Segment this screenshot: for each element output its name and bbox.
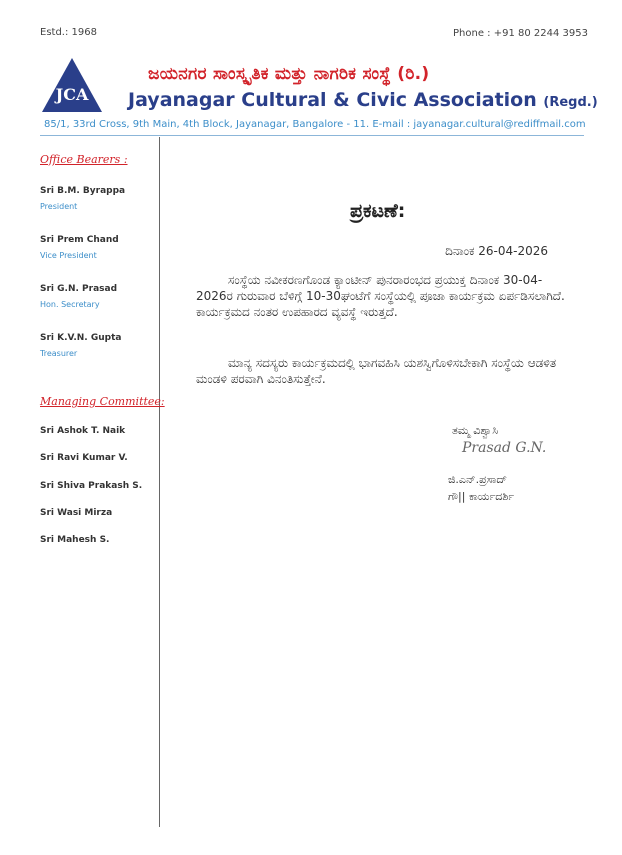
signature: Prasad G.N. [462, 440, 547, 456]
sidebar-divider [159, 137, 160, 827]
org-title-english [128, 89, 598, 111]
office-bearer-role: Hon. Secretary [40, 300, 100, 309]
closing-text: ತಮ್ಮ ವಿಶ್ವಾಸಿ [452, 424, 499, 437]
office-bearer-name: Sri B.M. Byrappa [40, 186, 126, 196]
managing-committee-heading: Managing Committee: [40, 395, 165, 408]
office-bearers-heading: Office Bearers : [40, 153, 128, 166]
office-bearer-name: Sri G.N. Prasad [40, 284, 118, 294]
regd-label: (Regd.) [543, 95, 598, 110]
office-bearer-name: Sri Prem Chand [40, 235, 119, 245]
logo-text: JCA [55, 85, 89, 104]
org-title-kannada: ಜಯನಗರ ಸಾಂಸ್ಕೃತಿಕ ಮತ್ತು ನಾಗರಿಕ ಸಂಸ್ಥೆ (ರಿ.) [148, 64, 430, 84]
header-divider [40, 135, 584, 136]
office-bearer-role: Treasurer [40, 349, 78, 358]
phone-number: Phone : +91 80 2244 3953 [453, 28, 588, 39]
signer-designation: ಗೌ|| ಕಾರ್ಯದರ್ಶಿ [448, 490, 515, 503]
letter-paragraph-1: ಸಂಸ್ಥೆಯ ನವೀಕರಣಗೊಂಡ ಕ್ಯಾಂಟೀನ್ ಪುನರಾರಂಭದ ಪ್ರಯುಕ್ತ ದಿನಾಂಕ 30-04-2026ರ ಗುರುವಾರ ಬೆಳಿಗ್ಗೆ 10-30ಘಂಟೆಗೆ ಸಂಸ್ಥೆಯಲ್ಲಿ ಪೂಜಾ ಕಾರ್ಯಕ್ರಮ ಏರ್ಪಡಿಸಲಾಗಿದೆ. ಕಾರ್ಯಕ್ರಮದ ನಂತರ ಉಪಹಾರದ ವ್ಯವಸ್ಥೆ ಇರುತ್ತದೆ. [196, 273, 565, 319]
committee-member: Sri Ashok T. Naik [40, 426, 126, 436]
office-bearer-role: President [40, 202, 78, 211]
committee-member: Sri Wasi Mirza [40, 508, 113, 518]
committee-member: Sri Mahesh S. [40, 535, 110, 545]
address-line: 85/1, 33rd Cross, 9th Main, 4th Block, Jayanagar, Bangalore - 11. E-mail : jayanagar.cultural@rediffmail.com [44, 119, 586, 130]
letter-date: ದಿನಾಂಕ 26-04-2026 [445, 244, 548, 258]
committee-member: Sri Ravi Kumar V. [40, 453, 128, 463]
signer-name: ಜಿ.ಎನ್.ಪ್ರಸಾದ್ [448, 473, 508, 486]
committee-member: Sri Shiva Prakash S. [40, 481, 143, 491]
org-name-english: Jayanagar Cultural & Civic Association [128, 89, 537, 111]
established-year: Estd.: 1968 [40, 27, 97, 38]
office-bearer-role: Vice President [40, 251, 97, 260]
announcement-title: ಪ್ರಕಟಣೆ: [350, 200, 406, 222]
office-bearer-name: Sri K.V.N. Gupta [40, 333, 122, 343]
letter-paragraph-2: ಮಾನ್ಯ ಸದಸ್ಯರು ಕಾರ್ಯಕ್ರಮದಲ್ಲಿ ಭಾಗವಹಿಸಿ ಯಶಸ್ವಿಗೊಳಿಸಬೇಕಾಗಿ ಸಂಸ್ಥೆಯ ಆಡಳಿತ ಮಂಡಳಿ ಪರವಾಗಿ ವಿನಂತಿಸುತ್ತೇನೆ. [196, 356, 557, 386]
jca-logo [40, 56, 104, 114]
